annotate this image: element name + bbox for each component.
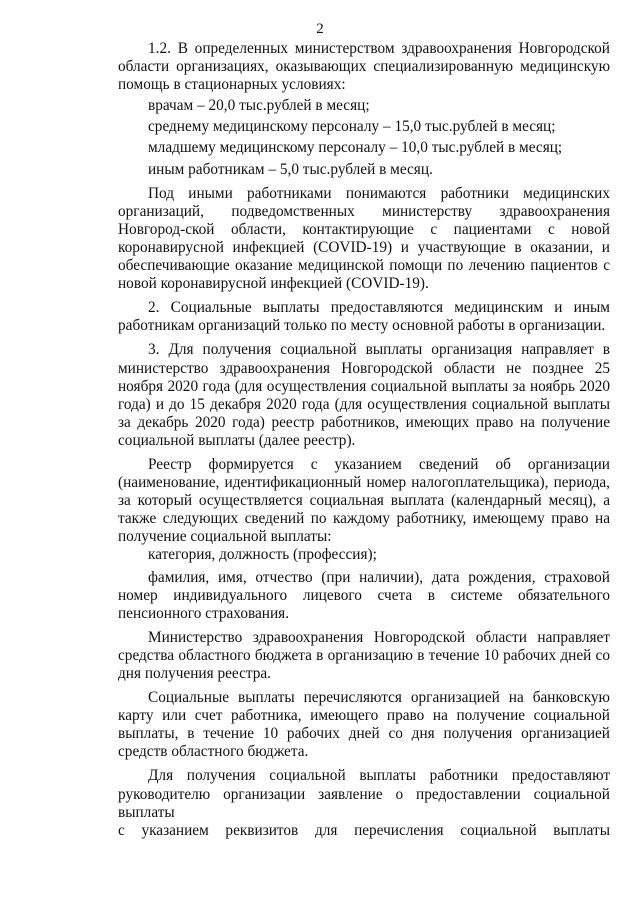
paragraph-section-3: 3. Для получения социальной выплаты организация направляет в министерство здравоохранения Новгородской области не позднее 25 ноября 2020 года (для осуществления социальной выплаты за ноябрь 2020 года) и до 15 декабря 2020 года (для осуществления социальной выплаты за декабрь 2020 года) реестр работников, имеющих право на получение социальной выплаты (далее реестр). — [118, 341, 610, 449]
list-item-mid-level-staff: среднему медицинскому персоналу – 15,0 тыс.рублей в месяц; — [148, 118, 556, 136]
word: реквизитов — [225, 821, 299, 839]
word: перечисления — [354, 821, 444, 839]
list-item-category: категория, должность (профессия); — [148, 546, 377, 564]
paragraph-other-workers-definition: Под иными работниками понимаются работники медицинских организаций, подведомственных министерству здравоохранения Новгород-ской области, контактирующие с пациентами с новой коронавирусной инфекцией (COVID-19) и участвующие в оказании, и обеспечивающие оказание медицинской помощи по лечению пациентов с новой коронавирусной инфекцией (COVID-19). — [118, 184, 610, 293]
list-item-doctors: врачам – 20,0 тыс.рублей в месяц; — [148, 97, 370, 115]
word: с — [118, 821, 125, 839]
paragraph-application-continuation — [118, 822, 610, 840]
list-item-other-workers: иным работникам – 5,0 тыс.рублей в месяц. — [148, 160, 433, 178]
word: указанием — [141, 821, 209, 839]
document-body — [118, 40, 610, 840]
paragraph-registry: Реестр формируется с указанием сведений об организации (наименование, идентификационный номер налогоплательщика), периода, за который осуществляется социальная выплата (календарный месяц), а также следующих сведений по каждому работнику, имеющему право на получение социальной выплаты: — [118, 455, 610, 546]
word: выплаты — [553, 821, 610, 839]
list-item-junior-staff: младшему медицинскому персоналу – 10,0 тыс.рублей в месяц; — [148, 139, 563, 157]
paragraph-transfer: Социальные выплаты перечисляются организацией на банковскую карту или счет работника, имеющего право на получение социальной выплаты, в течение 10 рабочих дней со дня получения организацией средств областного бюджета. — [118, 689, 610, 761]
word: для — [314, 821, 338, 839]
word: социальной — [460, 821, 537, 839]
paragraph-ministry-funds: Министерство здравоохранения Новгородской области направляет средства областного бюджета в организацию в течение 10 рабочих дней со дня получения реестра. — [118, 628, 610, 682]
paragraph-1-2-intro: 1.2. В определенных министерством здравоохранения Новгородской области организациях, оказывающих специализированную медицинскую помощь в стационарных условиях: — [118, 40, 610, 94]
page-number: 2 — [316, 21, 324, 37]
paragraph-application: Для получения социальной выплаты работники предоставляют руководителю организации заявление о предоставлении социальной выплаты — [118, 767, 610, 821]
paragraph-personal-data: фамилия, имя, отчество (при наличии), дата рождения, страховой номер индивидуального лицевого счета в системе обязательного пенсионного страхования. — [118, 568, 610, 622]
paragraph-section-2: 2. Социальные выплаты предоставляются медицинским и иным работникам организаций только по месту основной работы в организации. — [118, 299, 610, 335]
